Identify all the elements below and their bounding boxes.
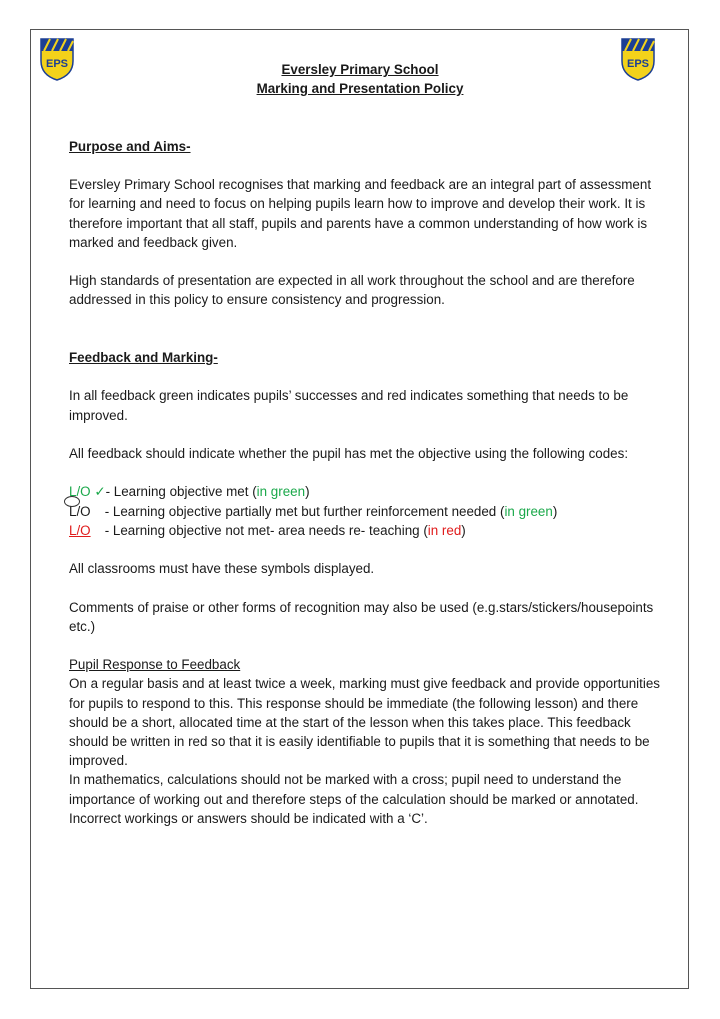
- document-body: [69, 60, 669, 828]
- code-met-colour: in green: [256, 484, 306, 500]
- lo-code-partial: L/O: [69, 503, 91, 519]
- feedback-paragraph-2: All feedback should indicate whether the pupil has met the objective using the following codes:: [69, 445, 629, 461]
- code-not-met-text: - Learning objective not met- area needs re- teaching (: [104, 522, 428, 538]
- purpose-paragraph-1: Eversley Primary School recognises that marking and feedback are an integral part of assessment for learning and need to focus on helping pupils learn how to improve and develop their work. It is therefore important that all staff, pupils and parents have a common understanding of how work is marked and feedback given.: [69, 177, 652, 250]
- code-row-partial: L/O - Learning objective partially met but further reinforcement needed (in green): [69, 502, 669, 521]
- praise-paragraph: Comments of praise or other forms of recognition may also be used (e.g.stars/stickers/housepoints etc.): [69, 599, 654, 634]
- response-paragraph-1: On a regular basis and at least twice a week, marking must give feedback and provide opportunities for pupils to respond to this. This response should be immediate (the following lesson) and there should be a short, allocated time at the start of the lesson when this takes place. This feedback should be written in red so that it is easily identifiable to pupils that it is something that needs to be improved.: [69, 676, 660, 769]
- lo-code-not-met: L/O: [69, 522, 91, 538]
- school-name-heading: Eversley Primary School: [281, 62, 439, 77]
- purpose-paragraph-2: High standards of presentation are expected in all work throughout the school and are therefore addressed in this policy to ensure consistency and progression.: [69, 273, 635, 308]
- svg-text:EPS: EPS: [45, 58, 69, 70]
- svg-text:EPS: EPS: [626, 58, 650, 70]
- code-partial-colour: in green: [504, 503, 553, 519]
- purpose-heading: Purpose and Aims-: [69, 138, 191, 154]
- tick-icon: ✓: [94, 484, 106, 500]
- code-met-text: - Learning objective met (: [105, 484, 257, 500]
- partial-circle-icon: [64, 496, 80, 507]
- symbols-note: All classrooms must have these symbols displayed.: [69, 561, 375, 577]
- feedback-paragraph-1: In all feedback green indicates pupils’ successes and red indicates something that needs to be improved.: [69, 388, 629, 423]
- lo-code-met: L/O: [69, 484, 91, 500]
- code-row-not-met: L/O - Learning objective not met- area needs re- teaching (in red): [69, 521, 669, 540]
- feedback-heading: Feedback and Marking-: [69, 349, 218, 365]
- response-paragraph-2: In mathematics, calculations should not be marked with a cross; pupil need to understand the importance of working out and therefore steps of the calculation should be marked or annotated. Incorrect workings or answers should be indicated with a ‘C’.: [69, 772, 639, 826]
- code-partial-text: - Learning objective partially met but further reinforcement needed (: [104, 503, 505, 519]
- response-heading: Pupil Response to Feedback: [69, 657, 241, 673]
- code-not-met-colour: in red: [427, 522, 462, 538]
- code-row-met: L/O ✓- Learning objective met (in green): [69, 484, 310, 500]
- policy-title-heading: Marking and Presentation Policy: [256, 81, 464, 97]
